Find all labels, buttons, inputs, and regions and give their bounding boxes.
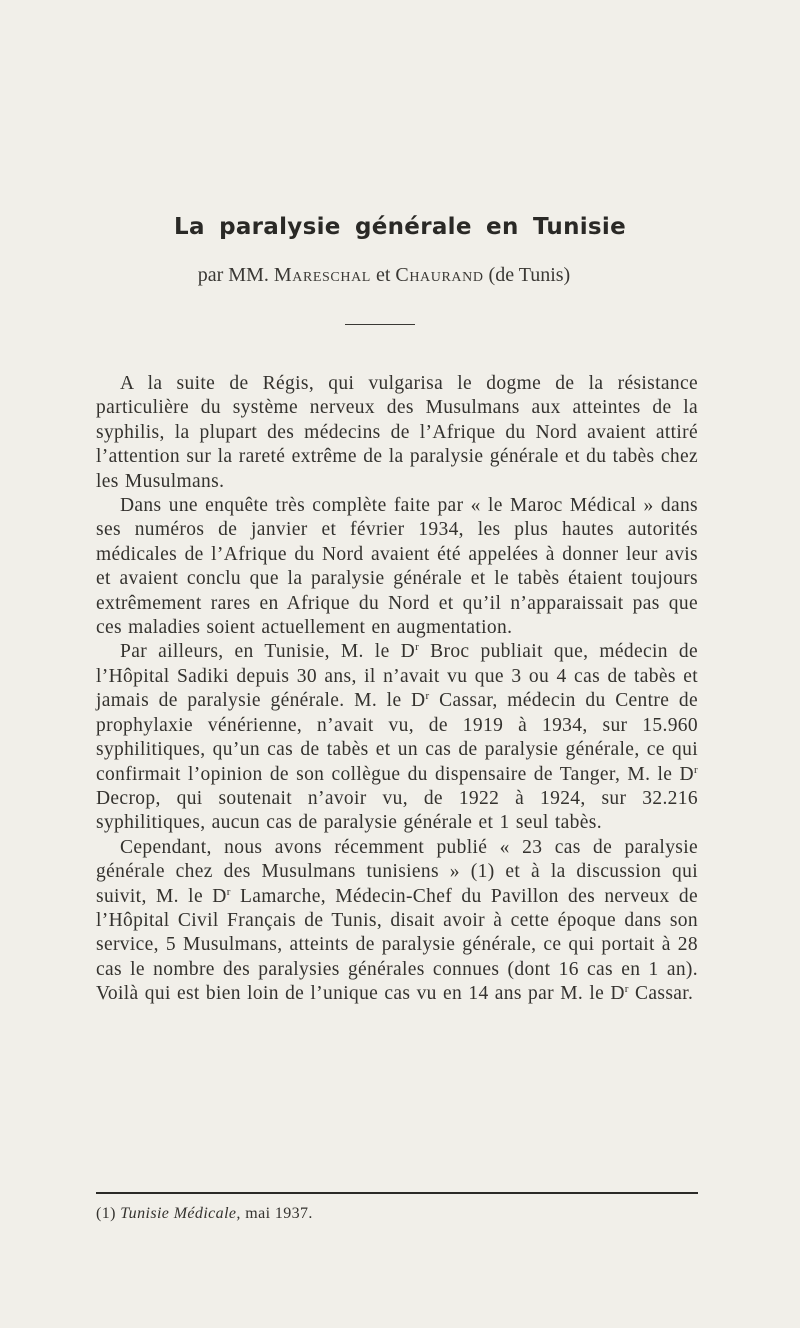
title-separator-rule [345, 324, 415, 325]
superscript-r: r [425, 690, 430, 703]
superscript-r: r [415, 641, 420, 654]
footnote-separator-rule [96, 1192, 698, 1194]
footnote-marker: (1) [96, 1205, 116, 1222]
paragraph-3-text: Decrop, qui soutenait n’avoir vu, de 1922 à 1924, sur 32.216 syphilitiques, aucun cas de paralysie générale et 1 seul tabès. [96, 787, 698, 834]
paragraph-3-text: Par ailleurs, en Tunisie, M. le D [120, 641, 416, 663]
footnote [96, 1205, 698, 1223]
paragraph-3 [96, 640, 698, 835]
paragraph-4-text: Lamarche, Médecin-Chef du Pavillon des nerveux de l’Hôpital Civil Français de Tunis, disait avoir à cette époque dans son service, 5 Musulmans, atteints de paralysie générale, ce qui portait à 28 cas le nombre des paralysies générales connues (dont 16 cas en 1 an). Voilà qui est bien loin de l’unique cas vu en 14 ans par M. le D [96, 885, 698, 1005]
paragraph-1: A la suite de Régis, qui vulgarisa le dogme de la résistance particulière du système nerveux des Musulmans aux atteintes de la syphilis, la plupart des médecins de l’Afrique du Nord avaient attiré l’attention sur la rareté extrême de la paralysie générale et du tabès chez les Musulmans. [96, 373, 698, 492]
byline-affiliation: (de Tunis) [488, 264, 571, 286]
superscript-r: r [693, 763, 698, 776]
paragraph-3-text: Cassar, médecin du Centre de prophylaxie vénérienne, n’avait vu, de 1919 à 1934, sur 15.960 syphilitiques, qu’un cas de tabès et un cas de paralysie générale, ce qui confirmait l’opinion de son collègue du dispensaire de Tanger, M. le D [96, 690, 698, 785]
paragraph-3-text: Broc publiait que, médecin de l’Hôpital Sadiki depuis 30 ans, il n’avait vu que 3 ou 4 cas de tabès et jamais de paralysie générale. M. le D [96, 641, 698, 712]
author-chaurand: Chaurand [395, 264, 484, 286]
byline-and: et [375, 264, 391, 286]
paragraph-4-text: Cependant, nous avons récemment publié « 23 cas de paralysie générale chez des Musulmans tunisiens » (1) et à la discussion qui suivit, M. le D [96, 836, 698, 907]
paragraph-2: Dans une enquête très complète faite par « le Maroc Médical » dans ses numéros de janvier et février 1934, les plus hautes autorités médicales de l’Afrique du Nord avaient été appelées à donner leur avis et avaient conclu que la paralysie générale et le tabès étaient toujours extrêmement rares en Afrique du Nord et qu’il n’apparaissait pas que ces maladies soient actuellement en augmentation. [96, 495, 698, 639]
author-mareschal: Mareschal [273, 264, 371, 286]
article-byline [0, 264, 768, 287]
footnote-date: mai 1937. [245, 1205, 313, 1222]
article-title: La paralysie générale en Tunisie [173, 214, 627, 240]
byline-prefix: par MM. [197, 264, 269, 286]
article-body [96, 372, 698, 1007]
footnote-source: Tunisie Médicale, [120, 1205, 241, 1222]
superscript-r: r [624, 983, 629, 996]
paragraph-4 [96, 836, 698, 1007]
superscript-r: r [226, 885, 231, 898]
paragraph-4-text: Cassar. [628, 983, 694, 1005]
